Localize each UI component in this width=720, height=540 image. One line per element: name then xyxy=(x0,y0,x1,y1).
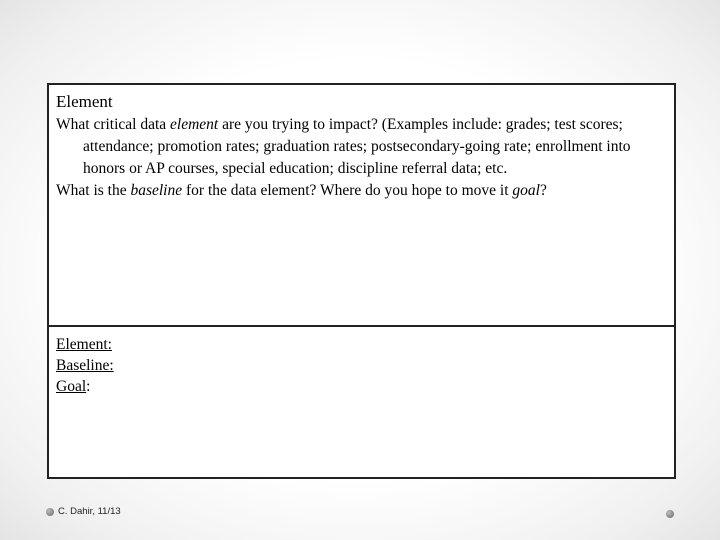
element-field-label: Element: xyxy=(56,336,112,353)
baseline-field-label: Baseline: xyxy=(56,357,114,374)
question1-prefix: What critical data xyxy=(56,116,171,133)
slide-footer xyxy=(46,506,121,517)
bullet-dot-icon-right xyxy=(666,510,674,518)
question2-middle: for the data element? Where do you hope to move it xyxy=(182,182,513,199)
content-table xyxy=(47,83,676,479)
question2-emphasis-baseline: baseline xyxy=(130,182,183,199)
question2-suffix: ? xyxy=(539,182,547,199)
question-data-element xyxy=(56,114,660,180)
question1-emphasis: element xyxy=(170,116,219,133)
goal-field xyxy=(56,376,667,397)
question-baseline-goal xyxy=(56,180,660,202)
question2-emphasis-goal: goal xyxy=(512,182,540,199)
answer-cell xyxy=(49,327,674,477)
question1-suffix: are you trying to impact? (Examples include: grades; test scores; attendance; promotion rates; graduation rates; postsecondary-going rate; enrollment into honors or AP courses, special education; discipline referral data; etc. xyxy=(83,116,631,177)
question2-prefix: What is the xyxy=(56,182,131,199)
footer-credit: C. Dahir, 11/13 xyxy=(58,506,121,517)
goal-field-label: Goal xyxy=(56,378,87,395)
prompt-cell xyxy=(49,85,674,327)
bullet-dot-icon xyxy=(46,508,54,516)
section-heading: Element xyxy=(56,92,113,111)
goal-field-colon: : xyxy=(86,378,91,395)
